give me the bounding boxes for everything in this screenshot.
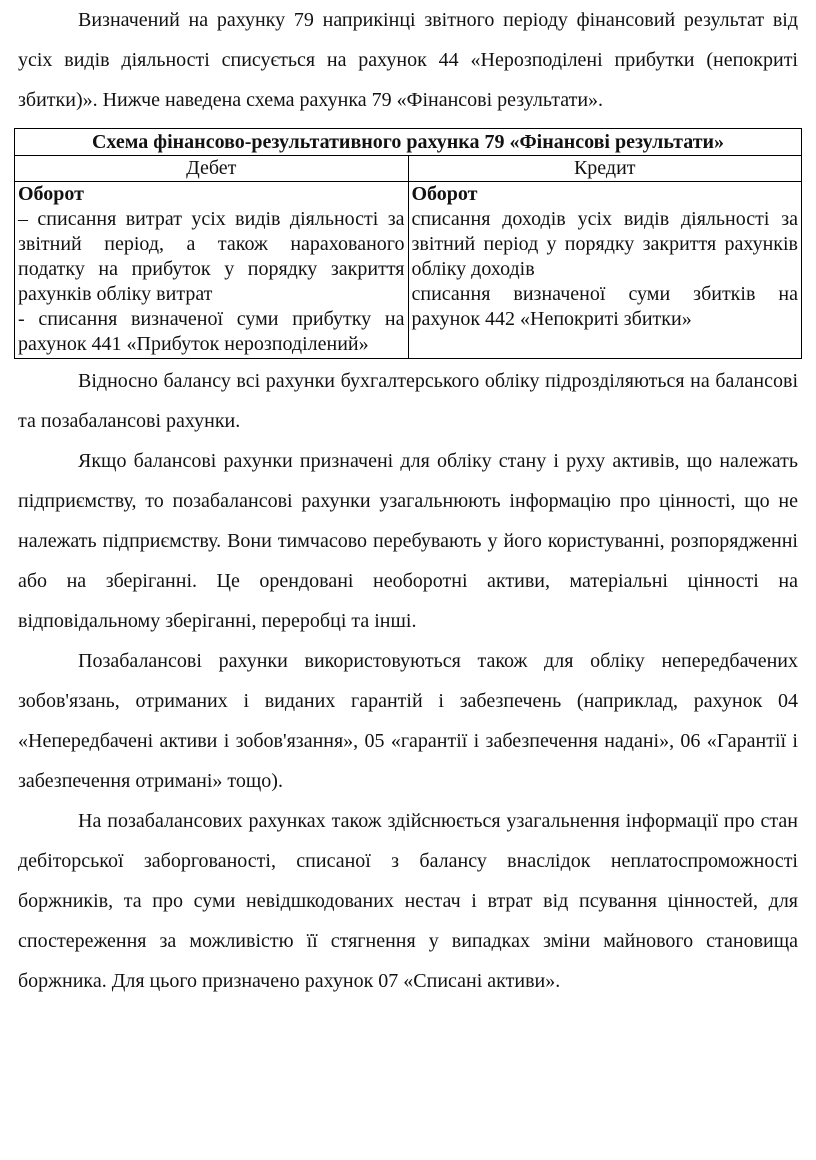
- credit-line: списання доходів усіх видів діяльності за звітний період у порядку закриття рахунків обліку доходів: [411, 208, 798, 280]
- body-paragraph: Якщо балансові рахунки призначені для обліку стану і руху активів, що належать підприємству, то позабалансові рахунки узагальнюють інформацію про цінності, що не належать підприємству. Вони тимчасово перебувають у його користуванні, розпорядженні або на зберіганні. Це орендовані необоротні активи, матеріальні цінності на відповідальному зберіганні, переробці та інші.: [18, 450, 798, 632]
- credit-header: Кредит: [408, 156, 802, 182]
- table-header-row: [15, 156, 802, 182]
- credit-cell: [408, 182, 802, 359]
- table-title-row: [15, 129, 802, 156]
- body-paragraph: Позабалансові рахунки використовуються також для обліку непередбачених зобов'язань, отриманих і виданих гарантій і забезпечень (наприклад, рахунок 04 «Непередбачені активи і зобов'язання», 05 «гарантії і забезпечення надані», 06 «Гарантії і забезпечення отримані» тощо).: [18, 650, 798, 792]
- debit-line: – списання витрат усіх видів діяльності за звітний період, а також нарахованого податку на прибуток у порядку закриття рахунків обліку витрат: [18, 208, 405, 305]
- table-body-row: [15, 182, 802, 359]
- debit-header: Дебет: [15, 156, 409, 182]
- document-page: [18, 0, 798, 1001]
- credit-heading: Оборот: [411, 183, 478, 205]
- credit-line: списання визначеної суми збитків на рахунок 442 «Непокриті збитки»: [411, 283, 798, 330]
- body-paragraph: На позабалансових рахунках також здійснюється узагальнення інформації про стан дебіторської заборгованості, списаної з балансу внаслідок неплатоспроможності боржників, та про суми невідшкодованих нестач і втрат від псування цінностей, для спостереження за можливістю її стягнення у випадках зміни майнового становища боржника. Для цього призначено рахунок 07 «Списані активи».: [18, 810, 798, 992]
- body-paragraph: Відносно балансу всі рахунки бухгалтерського обліку підрозділяються на балансові та позабалансові рахунки.: [18, 370, 798, 432]
- debit-cell: [15, 182, 409, 359]
- debit-line: - списання визначеної суми прибутку на рахунок 441 «Прибуток нерозподілений»: [18, 308, 405, 355]
- debit-heading: Оборот: [18, 183, 84, 205]
- intro-paragraph: Визначений на рахунку 79 наприкінці звітного періоду фінансовий результат від усіх видів діяльності списується на рахунок 44 «Нерозподілені прибутки (непокриті збитки)». Нижче наведена схема рахунка 79 «Фінансові результати».: [18, 9, 798, 111]
- table-title: Схема фінансово-результативного рахунка 79 «Фінансові результати»: [15, 129, 802, 156]
- account-79-scheme-table: [14, 128, 802, 359]
